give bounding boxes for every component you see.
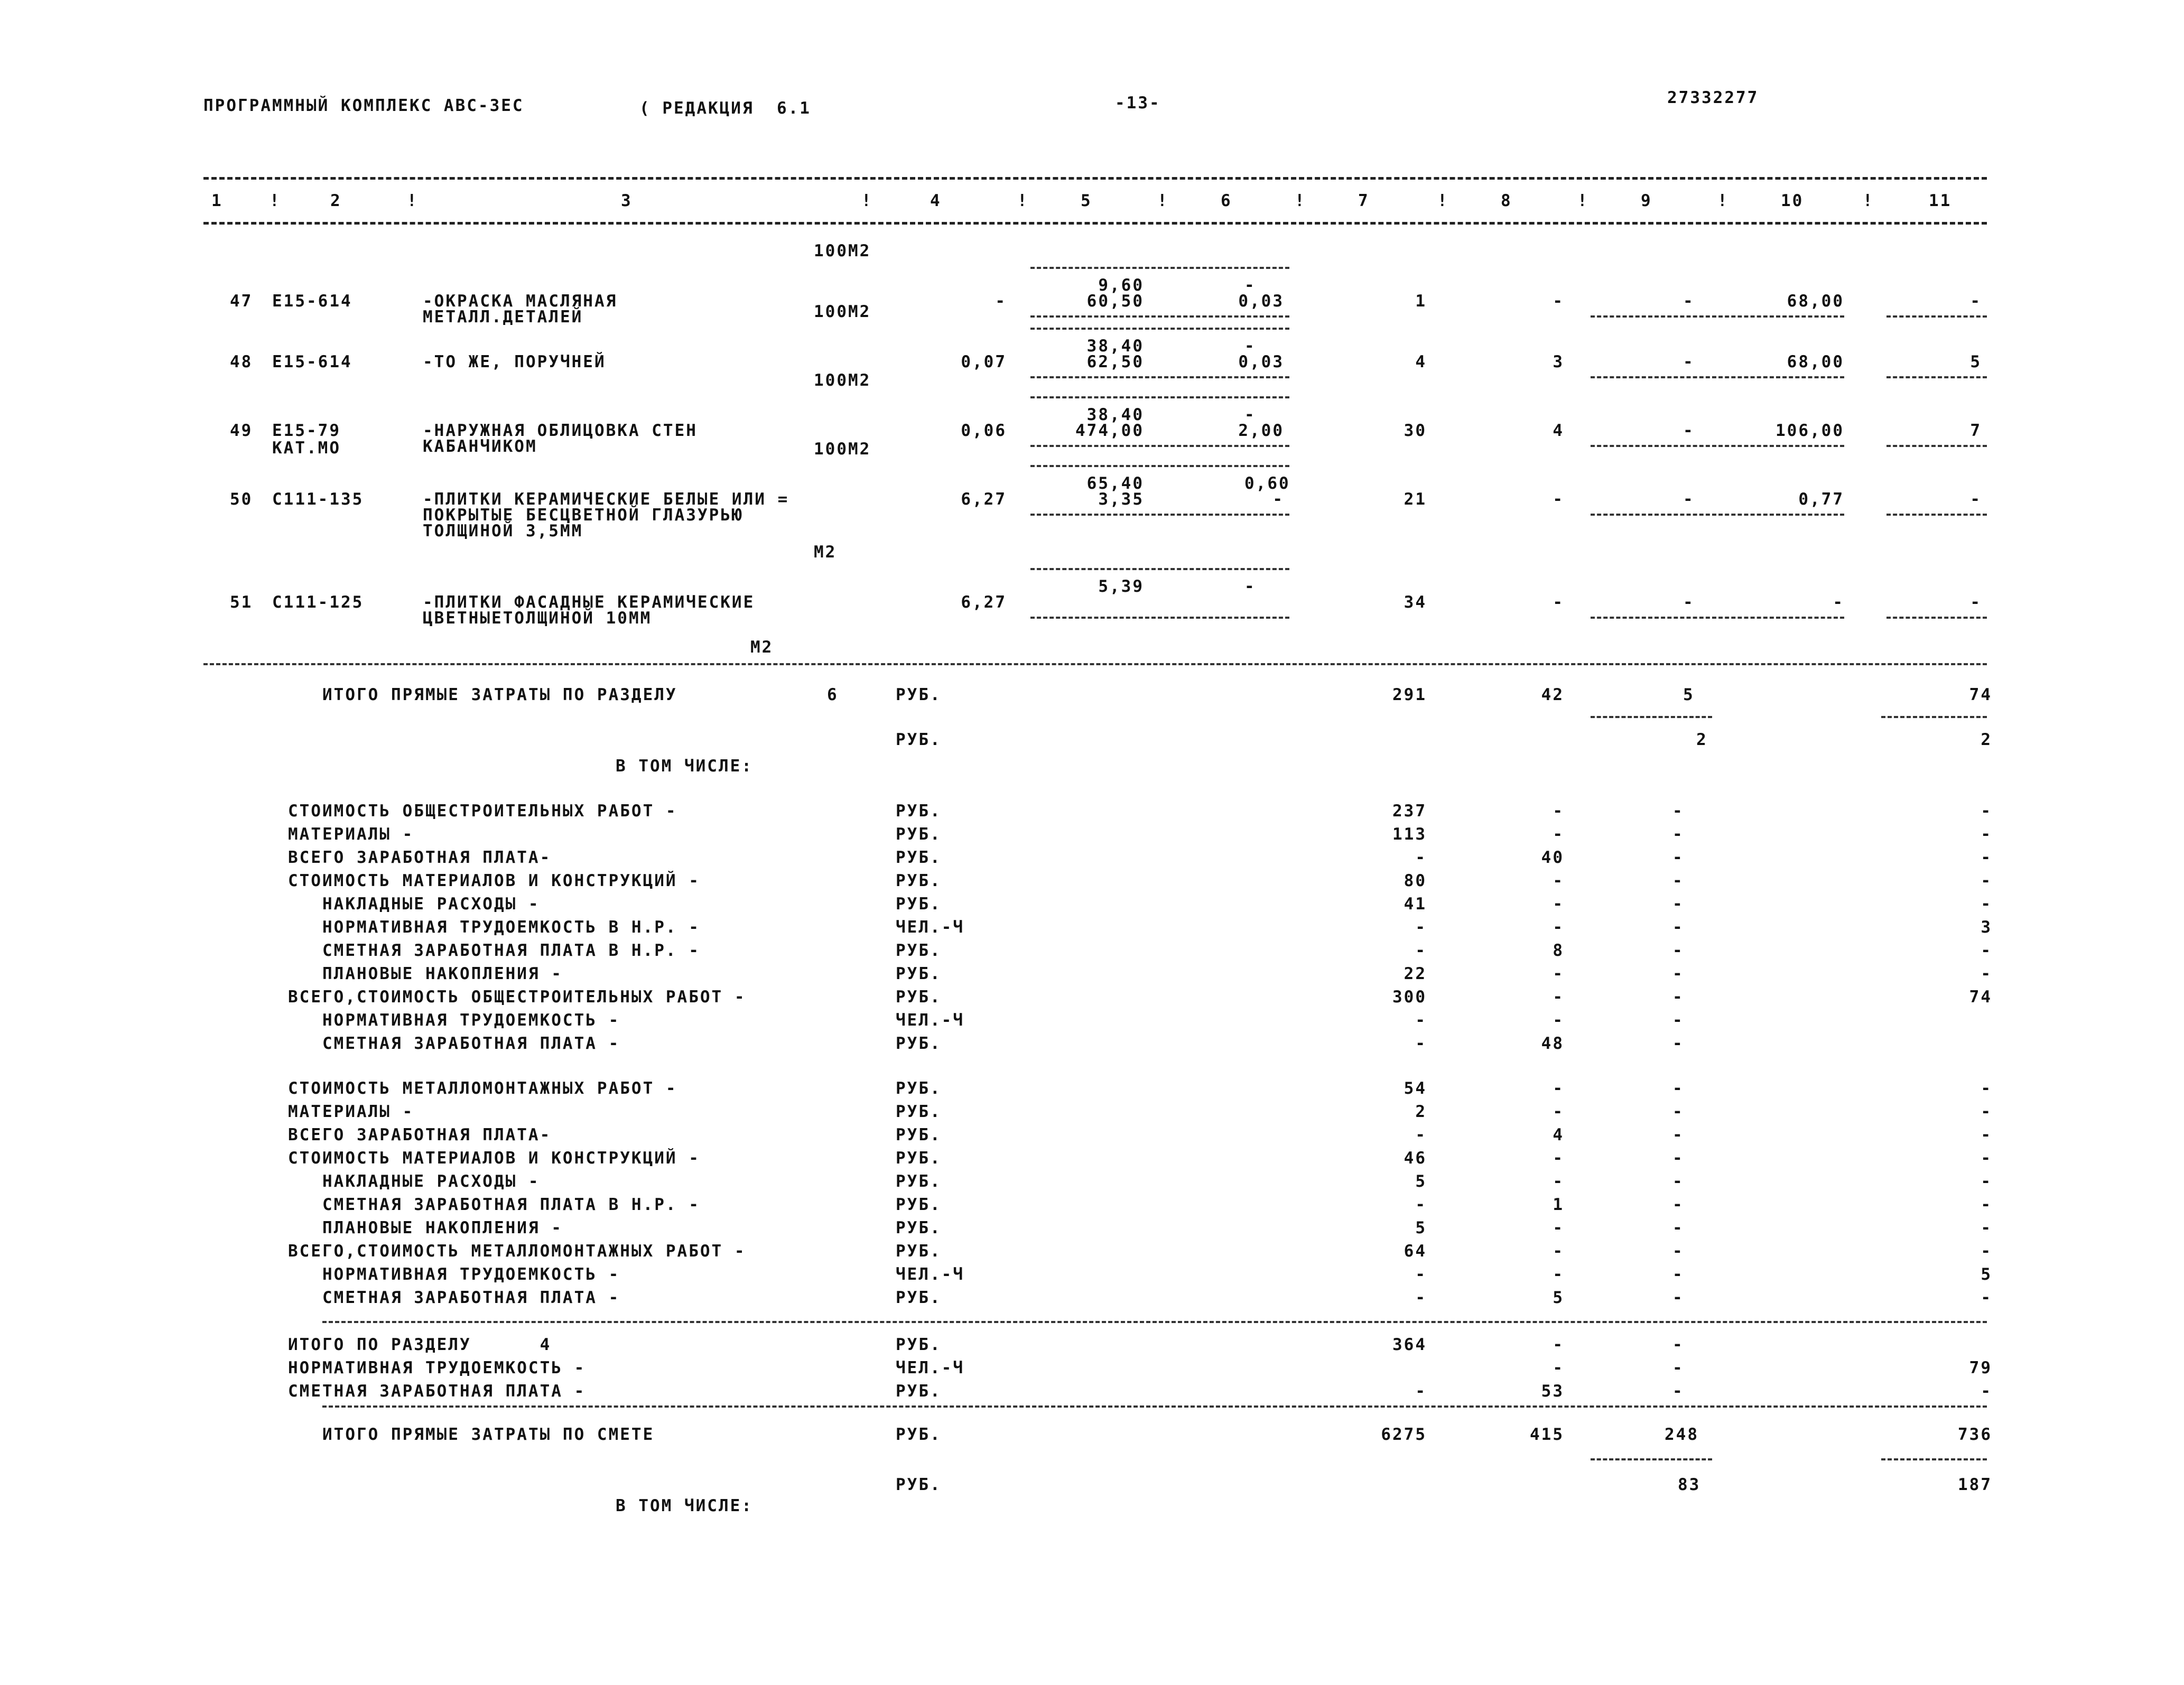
unit-label: М2 — [750, 638, 774, 657]
summary-col8: - — [1553, 1102, 1564, 1121]
summary-col7: 364 — [1392, 1335, 1427, 1354]
cell-col5: 3,35 — [1098, 490, 1144, 509]
cell-col10: - — [1833, 593, 1844, 612]
summary-unit: РУБ. — [896, 1034, 942, 1053]
summary-col11: 79 — [1969, 1358, 1992, 1377]
cell-rule — [1030, 376, 1289, 378]
column-header-10: 10 — [1781, 191, 1804, 210]
column-header-8: 8 — [1501, 191, 1512, 210]
summary-col7: 41 — [1404, 895, 1427, 914]
summary-unit: РУБ. — [896, 1242, 942, 1261]
summary-col8: - — [1553, 1149, 1564, 1168]
summary-unit: ЧЕЛ.-Ч — [896, 918, 964, 937]
summary-col7: 46 — [1404, 1149, 1427, 1168]
cell-rule — [1030, 514, 1289, 516]
summary-col8: 8 — [1553, 941, 1564, 960]
cell-col5-top: 9,60 — [1098, 276, 1144, 295]
summary-label: СТОИМОСТЬ МЕТАЛЛОМОНТАЖНЫХ РАБОТ - — [288, 1079, 677, 1098]
summary-col7: 64 — [1404, 1242, 1427, 1261]
column-header-4: 4 — [930, 191, 942, 210]
summary-col9: - — [1672, 1195, 1684, 1214]
document-number: 27332277 — [1667, 88, 1759, 107]
column-header-2: 2 — [330, 191, 342, 210]
cell-rule — [1030, 267, 1289, 269]
summary-unit: РУБ. — [896, 988, 942, 1007]
grand-col11b: 187 — [1958, 1475, 1992, 1494]
grand-col8: 415 — [1530, 1425, 1564, 1444]
program-title: ПРОГРАММНЫЙ КОМПЛЕКС АВС-3ЕС — [203, 96, 524, 115]
summary-col8: 1 — [1553, 1195, 1564, 1214]
summary-col11: - — [1981, 1125, 1992, 1144]
summary-unit: РУБ. — [896, 964, 942, 983]
summary-col8: - — [1553, 1218, 1564, 1237]
summary-col7: 2 — [1415, 1102, 1427, 1121]
item-description: ПОКРЫТЫЕ БЕСЦВЕТНОЙ ГЛАЗУРЬЮ — [423, 506, 744, 525]
cell-col8: 3 — [1553, 352, 1564, 371]
cell-col7: 34 — [1404, 593, 1427, 612]
section-number: 6 — [827, 685, 839, 704]
summary-unit: РУБ. — [896, 1079, 942, 1098]
summary-col8: - — [1553, 1335, 1564, 1354]
summary-col8: - — [1553, 802, 1564, 821]
column-header-9: 9 — [1641, 191, 1652, 210]
cell-col6-top: - — [1244, 577, 1256, 596]
summary-unit: ЧЕЛ.-Ч — [896, 1265, 964, 1284]
cell-col4: 0,06 — [961, 421, 1007, 440]
summary-col11: - — [1981, 895, 1992, 914]
summary-label: СТОИМОСТЬ МАТЕРИАЛОВ И КОНСТРУКЦИЙ - — [288, 1149, 700, 1168]
summary-col8: - — [1553, 871, 1564, 890]
summary-col9: - — [1672, 964, 1684, 983]
cell-rule — [1030, 465, 1289, 467]
summary-col8: 4 — [1553, 1125, 1564, 1144]
summary-label: НОРМАТИВНАЯ ТРУДОЕМКОСТЬ В Н.Р. - — [288, 918, 700, 937]
cell-col11: - — [1970, 490, 1982, 509]
cell-col10: 106,00 — [1776, 421, 1844, 440]
summary-label: СМЕТНАЯ ЗАРАБОТНАЯ ПЛАТА - — [288, 1382, 586, 1401]
column-header-5: 5 — [1081, 191, 1092, 210]
rate-code: Е15-79 — [272, 421, 341, 440]
total-col7: 291 — [1392, 685, 1427, 704]
column-header-6: 6 — [1221, 191, 1232, 210]
summary-col8: - — [1553, 1079, 1564, 1098]
summary-label: СМЕТНАЯ ЗАРАБОТНАЯ ПЛАТА В Н.Р. - — [288, 941, 700, 960]
cell-col5: 60,50 — [1086, 292, 1144, 311]
unit: РУБ. — [896, 1475, 942, 1494]
cell-rule — [1591, 376, 1844, 378]
summary-col11: - — [1981, 1242, 1992, 1261]
summary-col11: - — [1981, 941, 1992, 960]
summary-col7: 80 — [1404, 871, 1427, 890]
summary-col7: - — [1415, 1288, 1427, 1307]
cell-col10: 0,77 — [1798, 490, 1844, 509]
cell-col7: 4 — [1415, 352, 1427, 371]
rate-code: Е15-614 — [272, 352, 352, 371]
summary-col9: - — [1672, 1288, 1684, 1307]
column-separator: ! — [1863, 191, 1874, 210]
summary-unit: ЧЕЛ.-Ч — [896, 1011, 964, 1030]
column-separator: ! — [1717, 191, 1729, 210]
summary-col11: - — [1981, 1079, 1992, 1098]
summary-col9: - — [1672, 1265, 1684, 1284]
cell-rule — [1030, 445, 1289, 447]
grand-col9b: 83 — [1678, 1475, 1701, 1494]
cell-col4: 0,07 — [961, 352, 1007, 371]
column-separator: ! — [1577, 191, 1589, 210]
total-col11: 74 — [1969, 685, 1992, 704]
summary-col8: - — [1553, 1265, 1564, 1284]
unit: РУБ. — [896, 1425, 942, 1444]
item-description: КАБАНЧИКОМ — [423, 437, 537, 456]
column-header-1: 1 — [211, 191, 223, 210]
summary-col9: - — [1672, 1079, 1684, 1098]
unit: РУБ. — [896, 685, 942, 704]
item-description: -ПЛИТКИ КЕРАМИЧЕСКИЕ БЕЛЫЕ ИЛИ = — [423, 490, 789, 509]
summary-col9: - — [1672, 1382, 1684, 1401]
summary-col8: - — [1553, 895, 1564, 914]
cell-rule — [1591, 514, 1844, 516]
unit-label: 100М2 — [814, 241, 871, 260]
cell-rule — [1591, 315, 1844, 318]
column-header-7: 7 — [1358, 191, 1370, 210]
summary-col9: - — [1672, 848, 1684, 867]
cell-col4: 6,27 — [961, 490, 1007, 509]
cell-col6-top: - — [1244, 337, 1256, 356]
cell-col8: 4 — [1553, 421, 1564, 440]
unit-label: 100М2 — [814, 302, 871, 321]
summary-col11: 74 — [1969, 988, 1992, 1007]
cell-rule — [1591, 716, 1712, 718]
summary-col8: - — [1553, 1242, 1564, 1261]
item-description: МЕТАЛЛ.ДЕТАЛЕЙ — [423, 308, 583, 327]
summary-col8: - — [1553, 964, 1564, 983]
summary-unit: РУБ. — [896, 848, 942, 867]
summary-col9: - — [1672, 802, 1684, 821]
summary-col11: - — [1981, 825, 1992, 844]
summary-label: ВСЕГО ЗАРАБОТНАЯ ПЛАТА- — [288, 848, 552, 867]
summary-unit: РУБ. — [896, 871, 942, 890]
summary-col7: - — [1415, 1195, 1427, 1214]
summary-col7: 113 — [1392, 825, 1427, 844]
summary-label: ВСЕГО,СТОИМОСТЬ МЕТАЛЛОМОНТАЖНЫХ РАБОТ - — [288, 1242, 746, 1261]
cell-col4: - — [995, 292, 1007, 311]
summary-unit: РУБ. — [896, 1335, 942, 1354]
summary-col8: - — [1553, 1172, 1564, 1191]
cell-col6: - — [1272, 490, 1284, 509]
row-number: 47 — [230, 292, 253, 311]
summary-unit: РУБ. — [896, 1195, 942, 1214]
summary-label: ПЛАНОВЫЕ НАКОПЛЕНИЯ - — [288, 964, 563, 983]
summary-col7: - — [1415, 918, 1427, 937]
unit-label: 100М2 — [814, 440, 871, 459]
grand-col11: 736 — [1958, 1425, 1992, 1444]
summary-col8: - — [1553, 918, 1564, 937]
summary-col9: - — [1672, 825, 1684, 844]
summary-col8: 5 — [1553, 1288, 1564, 1307]
cell-col5: 62,50 — [1086, 352, 1144, 371]
cell-rule — [1881, 716, 1987, 718]
summary-col8: 40 — [1541, 848, 1564, 867]
summary-col11: - — [1981, 1218, 1992, 1237]
cell-col9: - — [1683, 292, 1695, 311]
summary-col11: 5 — [1981, 1265, 1992, 1284]
item-description: -НАРУЖНАЯ ОБЛИЦОВКА СТЕН — [423, 421, 698, 440]
cell-col6-top: - — [1244, 405, 1256, 424]
summary-col11: - — [1981, 964, 1992, 983]
cell-rule — [1591, 445, 1844, 447]
summary-unit: РУБ. — [896, 825, 942, 844]
summary-col9: - — [1672, 941, 1684, 960]
summary-label: НОРМАТИВНАЯ ТРУДОЕМКОСТЬ - — [288, 1011, 620, 1030]
item-description: ЦВЕТНЫЕТОЛЩИНОЙ 10ММ — [423, 609, 652, 628]
summary-label: СМЕТНАЯ ЗАРАБОТНАЯ ПЛАТА - — [288, 1288, 620, 1307]
rate-code: С111-125 — [272, 593, 364, 612]
summary-label: НАКЛАДНЫЕ РАСХОДЫ - — [288, 895, 540, 914]
summary-col11: - — [1981, 1195, 1992, 1214]
item-description: -ОКРАСКА МАСЛЯНАЯ — [423, 292, 618, 311]
cell-col11: - — [1970, 292, 1982, 311]
cell-rule — [1886, 617, 1987, 619]
summary-label: СТОИМОСТЬ МАТЕРИАЛОВ И КОНСТРУКЦИЙ - — [288, 871, 700, 890]
cell-rule — [1886, 376, 1987, 378]
cell-col8: - — [1553, 292, 1564, 311]
summary-col9: - — [1672, 1102, 1684, 1121]
cell-col6: 0,03 — [1238, 352, 1284, 371]
summary-label: СМЕТНАЯ ЗАРАБОТНАЯ ПЛАТА В Н.Р. - — [288, 1195, 700, 1214]
summary-col7: - — [1415, 1034, 1427, 1053]
summary-col9: - — [1672, 1218, 1684, 1237]
rate-code: С111-135 — [272, 490, 364, 509]
grand-col7: 6275 — [1381, 1425, 1427, 1444]
cell-rule — [1030, 617, 1289, 619]
cell-col11: 5 — [1970, 352, 1982, 371]
summary-col7: 22 — [1404, 964, 1427, 983]
cell-col7: 1 — [1415, 292, 1427, 311]
header-top-rule — [203, 177, 1987, 180]
summary-label: НАКЛАДНЫЕ РАСХОДЫ - — [288, 1172, 540, 1191]
cell-rule — [1591, 617, 1844, 619]
section-rule — [203, 663, 1987, 665]
summary-label: НОРМАТИВНАЯ ТРУДОЕМКОСТЬ - — [288, 1358, 586, 1377]
total-col8: 42 — [1541, 685, 1564, 704]
summary-col8: - — [1553, 1358, 1564, 1377]
summary-col9: - — [1672, 1358, 1684, 1377]
summary-col9: - — [1672, 1011, 1684, 1030]
summary-col7: 5 — [1415, 1218, 1427, 1237]
summary-unit: РУБ. — [896, 1125, 942, 1144]
row-number: 51 — [230, 593, 253, 612]
item-description: -ТО ЖЕ, ПОРУЧНЕЙ — [423, 352, 606, 371]
summary-col9: - — [1672, 1149, 1684, 1168]
summary-col11: - — [1981, 1149, 1992, 1168]
summary-col7: - — [1415, 941, 1427, 960]
cell-col8: - — [1553, 593, 1564, 612]
cell-col9: - — [1683, 421, 1695, 440]
summary-unit: РУБ. — [896, 1149, 942, 1168]
summary-col9: - — [1672, 1242, 1684, 1261]
cell-col7: 30 — [1404, 421, 1427, 440]
summary-label: ВСЕГО,СТОИМОСТЬ ОБЩЕСТРОИТЕЛЬНЫХ РАБОТ - — [288, 988, 746, 1007]
total-col9b: 2 — [1696, 730, 1708, 749]
summary-col9: - — [1672, 895, 1684, 914]
section-rule — [322, 1321, 1987, 1323]
column-header-11: 11 — [1929, 191, 1952, 210]
cell-rule — [1886, 445, 1987, 447]
cell-col6-top: - — [1244, 276, 1256, 295]
cell-col5-top: 65,40 — [1086, 474, 1144, 493]
summary-unit: РУБ. — [896, 802, 942, 821]
summary-unit: РУБ. — [896, 1172, 942, 1191]
grand-total-label: ИТОГО ПРЯМЫЕ ЗАТРАТЫ ПО СМЕТЕ — [322, 1425, 655, 1444]
row-number: 49 — [230, 421, 253, 440]
summary-col8: - — [1553, 1011, 1564, 1030]
cell-rule — [1030, 315, 1289, 318]
summary-col9: - — [1672, 871, 1684, 890]
summary-label: ИТОГО ПО РАЗДЕЛУ 4 — [288, 1335, 552, 1354]
column-separator: ! — [269, 191, 281, 210]
summary-col7: - — [1415, 1011, 1427, 1030]
in-that-number-label: В ТОМ ЧИСЛЕ: — [616, 1496, 753, 1515]
summary-label: СМЕТНАЯ ЗАРАБОТНАЯ ПЛАТА - — [288, 1034, 620, 1053]
column-separator: ! — [1437, 191, 1449, 210]
summary-label: СТОИМОСТЬ ОБЩЕСТРОИТЕЛЬНЫХ РАБОТ - — [288, 802, 677, 821]
column-separator: ! — [407, 191, 419, 210]
cell-rule — [1881, 1458, 1987, 1460]
summary-col7: - — [1415, 1382, 1427, 1401]
summary-col7: - — [1415, 1265, 1427, 1284]
row-number: 48 — [230, 352, 253, 371]
total-col11b: 2 — [1981, 730, 1992, 749]
summary-col9: - — [1672, 918, 1684, 937]
cell-col10: 68,00 — [1787, 292, 1844, 311]
summary-col9: - — [1672, 1125, 1684, 1144]
summary-col7: - — [1415, 1125, 1427, 1144]
summary-col11: - — [1981, 871, 1992, 890]
cell-col9: - — [1683, 593, 1695, 612]
unit-label: 100М2 — [814, 371, 871, 390]
cell-rule — [1030, 568, 1289, 570]
summary-label: НОРМАТИВНАЯ ТРУДОЕМКОСТЬ - — [288, 1265, 620, 1284]
summary-col7: 5 — [1415, 1172, 1427, 1191]
summary-col11: - — [1981, 1172, 1992, 1191]
cell-col5-top: 38,40 — [1086, 405, 1144, 424]
cell-rule — [1886, 514, 1987, 516]
summary-col9: - — [1672, 988, 1684, 1007]
summary-col9: - — [1672, 1034, 1684, 1053]
summary-col8: 48 — [1541, 1034, 1564, 1053]
cell-col6: 2,00 — [1238, 421, 1284, 440]
item-description: ТОЛЩИНОЙ 3,5ММ — [423, 522, 583, 541]
summary-col11: - — [1981, 848, 1992, 867]
cell-col7: 21 — [1404, 490, 1427, 509]
cell-col10: 68,00 — [1787, 352, 1844, 371]
section-total-label: ИТОГО ПРЯМЫЕ ЗАТРАТЫ ПО РАЗДЕЛУ — [322, 685, 677, 704]
summary-col11: - — [1981, 1288, 1992, 1307]
summary-col8: - — [1553, 825, 1564, 844]
cell-col6: 0,03 — [1238, 292, 1284, 311]
page-number: -13- — [1115, 94, 1161, 113]
in-that-number-label: В ТОМ ЧИСЛЕ: — [616, 757, 753, 776]
section-rule — [322, 1405, 1987, 1408]
cell-col9: - — [1683, 352, 1695, 371]
cell-rule — [1886, 315, 1987, 318]
unit: РУБ. — [896, 730, 942, 749]
summary-unit: РУБ. — [896, 1218, 942, 1237]
cell-rule — [1030, 396, 1289, 398]
cell-col5: 474,00 — [1075, 421, 1144, 440]
summary-unit: РУБ. — [896, 1382, 942, 1401]
row-number: 50 — [230, 490, 253, 509]
summary-col8: 53 — [1541, 1382, 1564, 1401]
cell-col4: 6,27 — [961, 593, 1007, 612]
column-separator: ! — [861, 191, 873, 210]
cell-col8: - — [1553, 490, 1564, 509]
rate-code-sub: КАТ.МО — [272, 439, 341, 458]
summary-unit: РУБ. — [896, 1288, 942, 1307]
summary-unit: РУБ. — [896, 941, 942, 960]
summary-unit: РУБ. — [896, 895, 942, 914]
cell-rule — [1591, 1458, 1712, 1460]
grand-col9: 248 — [1665, 1425, 1699, 1444]
cell-rule — [1030, 328, 1289, 330]
summary-col7: 237 — [1392, 802, 1427, 821]
column-separator: ! — [1157, 191, 1169, 210]
summary-col8: - — [1553, 988, 1564, 1007]
summary-label: ВСЕГО ЗАРАБОТНАЯ ПЛАТА- — [288, 1125, 552, 1144]
cell-col6-top: 0,60 — [1244, 474, 1290, 493]
cell-col11: - — [1970, 593, 1982, 612]
column-separator: ! — [1295, 191, 1306, 210]
summary-col9: - — [1672, 1172, 1684, 1191]
column-separator: ! — [1017, 191, 1029, 210]
column-header-3: 3 — [621, 191, 633, 210]
summary-label: МАТЕРИАЛЫ - — [288, 825, 414, 844]
header-bottom-rule — [203, 222, 1987, 225]
summary-unit: ЧЕЛ.-Ч — [896, 1358, 964, 1377]
total-col9: 5 — [1683, 685, 1695, 704]
cell-col9: - — [1683, 490, 1695, 509]
summary-col9: - — [1672, 1335, 1684, 1354]
summary-col11: 3 — [1981, 918, 1992, 937]
summary-unit: РУБ. — [896, 1102, 942, 1121]
summary-col11: - — [1981, 1382, 1992, 1401]
unit-label: М2 — [814, 543, 837, 562]
cell-col11: 7 — [1970, 421, 1982, 440]
cell-col5-top: 5,39 — [1098, 577, 1144, 596]
item-description: -ПЛИТКИ ФАСАДНЫЕ КЕРАМИЧЕСКИЕ — [423, 593, 755, 612]
summary-col11: - — [1981, 802, 1992, 821]
summary-label: МАТЕРИАЛЫ - — [288, 1102, 414, 1121]
edition-label: ( РЕДАКЦИЯ 6.1 — [639, 99, 811, 118]
summary-col7: - — [1415, 848, 1427, 867]
summary-col7: 54 — [1404, 1079, 1427, 1098]
summary-label: ПЛАНОВЫЕ НАКОПЛЕНИЯ - — [288, 1218, 563, 1237]
summary-col7: 300 — [1392, 988, 1427, 1007]
rate-code: Е15-614 — [272, 292, 352, 311]
summary-col11: - — [1981, 1102, 1992, 1121]
cell-col5-top: 38,40 — [1086, 337, 1144, 356]
